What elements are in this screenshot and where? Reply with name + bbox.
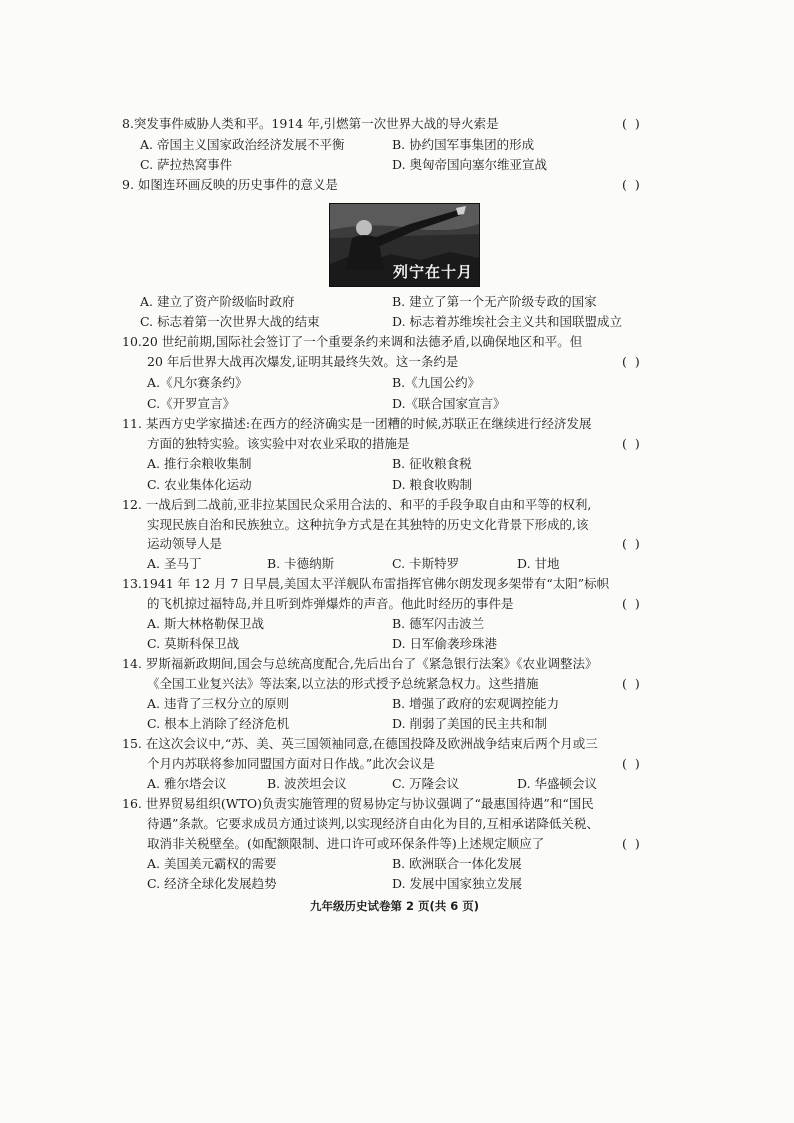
q8-option-a: A. 帝国主义国家政治经济发展不平衡 xyxy=(140,137,345,152)
q10-stem-line-1: 10.20 世纪前期,国际社会签订了一个重要条约来调和法德矛盾,以确保地区和平。但 xyxy=(122,334,583,349)
q16-option-d: D. 发展中国家独立发展 xyxy=(392,876,523,891)
q11-answer-paren: ( ) xyxy=(622,436,642,451)
q11-stem-line-2: 方面的独特实验。该实验中对农业采取的措施是 xyxy=(147,436,410,451)
q15-option-d: D. 华盛顿会议 xyxy=(517,776,598,791)
q9-stem: 9. 如图连环画反映的历史事件的意义是 xyxy=(122,177,338,192)
q14-answer-paren: ( ) xyxy=(622,676,642,691)
q15-stem-line-1: 15. 在这次会议中,“苏、美、英三国领袖同意,在德国投降及欧洲战争结束后两个月或三 xyxy=(122,736,598,751)
q16-stem-line-3: 取消非关税壁垒。(如配额限制、进口许可或环保条件等)上述规定顺应了 xyxy=(147,836,545,851)
q10-option-d: D.《联合国家宣言》 xyxy=(392,396,506,411)
q14-stem-line-1: 14. 罗斯福新政期间,国会与总统高度配合,先后出台了《紧急银行法案》《农业调整法》 xyxy=(122,656,598,671)
q12-option-b: B. 卡德纳斯 xyxy=(267,556,335,571)
q8-option-b: B. 协约国军事集团的形成 xyxy=(392,137,535,152)
figure-caption: 列宁在十月 xyxy=(392,263,473,281)
q12-stem-line-3: 运动领导人是 xyxy=(147,536,223,551)
q16-option-c: C. 经济全球化发展趋势 xyxy=(147,876,277,891)
page-footer: 九年级历史试卷第 2 页(共 6 页) xyxy=(310,899,480,913)
q8-answer-paren: ( ) xyxy=(622,116,642,131)
q14-option-b: B. 增强了政府的宏观调控能力 xyxy=(392,696,560,711)
q16-stem-line-2: 待遇”条款。它要求成员方通过谈判,以实现经济自由化为目的,互相承诺降低关税、 xyxy=(147,816,599,831)
q12-stem-line-2: 实现民族自治和民族独立。这种抗争方式是在其独特的历史文化背景下形成的,该 xyxy=(147,517,589,532)
q11-option-d: D. 粮食收购制 xyxy=(392,477,473,492)
q9-option-b: B. 建立了第一个无产阶级专政的国家 xyxy=(392,294,597,309)
q10-stem-line-2: 20 年后世界大战再次爆发,证明其最终失效。这一条约是 xyxy=(147,354,459,369)
q15-stem-line-2: 个月内苏联将参加同盟国方面对日作战。”此次会议是 xyxy=(147,756,435,771)
q13-option-b: B. 德军闪击波兰 xyxy=(392,616,485,631)
q12-option-c: C. 卡斯特罗 xyxy=(392,556,460,571)
q12-answer-paren: ( ) xyxy=(622,536,642,551)
q9-answer-paren: ( ) xyxy=(622,177,642,192)
q11-option-b: B. 征收粮食税 xyxy=(392,456,472,471)
q8-option-d: D. 奥匈帝国向塞尔维亚宣战 xyxy=(392,157,548,172)
q15-option-c: C. 万隆会议 xyxy=(392,776,460,791)
q13-option-d: D. 日军偷袭珍珠港 xyxy=(392,636,498,651)
q16-option-a: A. 美国美元霸权的需要 xyxy=(147,856,277,871)
q10-option-a: A.《凡尔赛条约》 xyxy=(147,375,248,390)
q11-option-a: A. 推行余粮收集制 xyxy=(147,456,252,471)
lenin-in-october-illustration xyxy=(329,203,480,287)
q10-option-b: B.《九国公约》 xyxy=(392,375,481,390)
q12-stem-line-1: 12. 一战后到二战前,亚非拉某国民众采用合法的、和平的手段争取自由和平等的权利, xyxy=(122,497,592,512)
q12-option-d: D. 甘地 xyxy=(517,556,560,571)
q13-option-c: C. 莫斯科保卫战 xyxy=(147,636,240,651)
q9-option-d: D. 标志着苏维埃社会主义共和国联盟成立 xyxy=(392,314,623,329)
q10-answer-paren: ( ) xyxy=(622,354,642,369)
q13-stem-line-2: 的飞机掠过福特岛,并且听到炸弹爆炸的声音。他此时经历的事件是 xyxy=(147,596,514,611)
q9-option-a: A. 建立了资产阶级临时政府 xyxy=(140,294,295,309)
q8-stem: 8.突发事件威胁人类和平。1914 年,引燃第一次世界大战的导火索是 xyxy=(122,116,499,131)
q15-option-a: A. 雅尔塔会议 xyxy=(147,776,227,791)
q14-option-c: C. 根本上消除了经济危机 xyxy=(147,716,290,731)
q12-option-a: A. 圣马丁 xyxy=(147,556,202,571)
q14-stem-line-2: 《全国工业复兴法》等法案,以立法的形式授予总统紧急权力。这些措施 xyxy=(147,676,539,691)
q11-option-c: C. 农业集体化运动 xyxy=(147,477,252,492)
q15-answer-paren: ( ) xyxy=(622,756,642,771)
q13-option-a: A. 斯大林格勒保卫战 xyxy=(147,616,264,631)
q16-stem-line-1: 16. 世界贸易组织(WTO)负责实施管理的贸易协定与协议强调了“最惠国待遇”和“国民 xyxy=(122,796,594,811)
q14-option-a: A. 违背了三权分立的原则 xyxy=(147,696,289,711)
q16-option-b: B. 欧洲联合一体化发展 xyxy=(392,856,522,871)
q14-option-d: D. 削弱了美国的民主共和制 xyxy=(392,716,548,731)
q10-option-c: C.《开罗宣言》 xyxy=(147,396,236,411)
q13-stem-line-1: 13.1941 年 12 月 7 日早晨,美国太平洋舰队布雷指挥官佛尔朗发现多架带有“太阳”标帜 xyxy=(122,576,610,591)
q11-stem-line-1: 11. 某西方史学家描述:在西方的经济确实是一团糟的时候,苏联正在继续进行经济发展 xyxy=(122,416,592,431)
q8-option-c: C. 萨拉热窝事件 xyxy=(140,157,233,172)
q16-answer-paren: ( ) xyxy=(622,836,642,851)
q15-option-b: B. 波茨坦会议 xyxy=(267,776,347,791)
q9-option-c: C. 标志着第一次世界大战的结束 xyxy=(140,314,320,329)
q13-answer-paren: ( ) xyxy=(622,596,642,611)
